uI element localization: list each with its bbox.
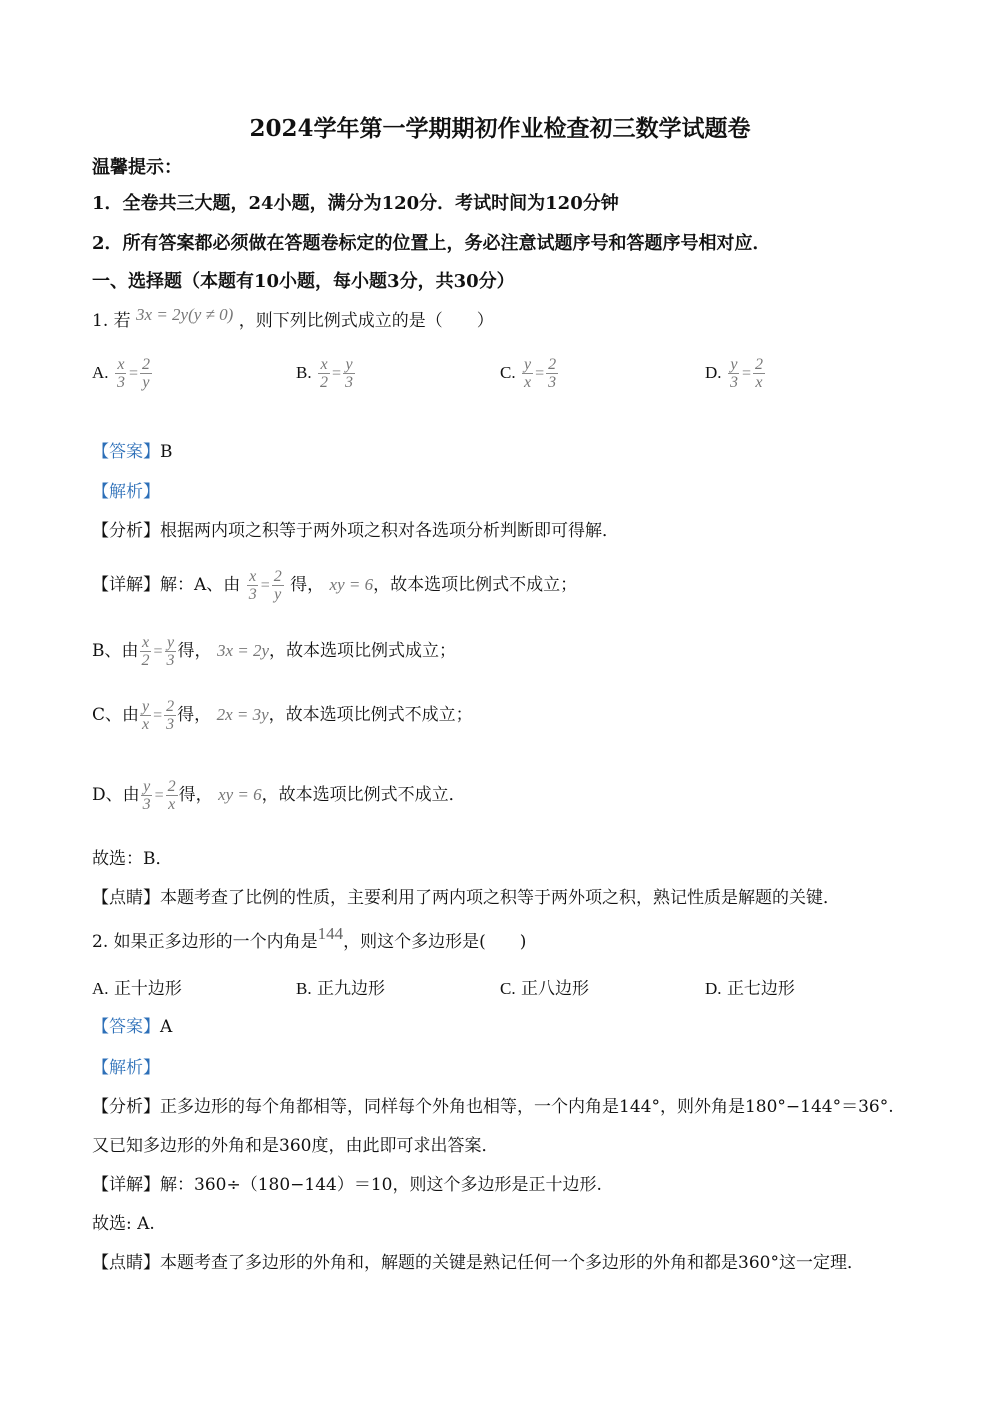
q2-angle: 144 (317, 924, 344, 943)
q2-dianjing: 【点睛】本题考查了多边形的外角和，解题的关键是熟记任何一个多边形的外角和都是360°这一定理． (92, 1253, 864, 1273)
q2-fenxi-line-1: 【分析】正多边形的每个角都相等，同样每个外角也相等，一个内角是144°，则外角是180°−144°＝36°. (92, 1097, 894, 1117)
q1-option-a: A. $\frac{x}{3}$ = $\frac{2}{y}$ (92, 356, 150, 391)
q2-fenxi-line-2: 又已知多边形的外角和是360度，由此即可求出答案． (92, 1136, 499, 1156)
question-1-stem (92, 305, 494, 332)
q1-detail-b: B、由 $\frac{x}{2}$ = $\frac{y}{3}$ 得， 3x = 2y，故本选项比例式成立； (92, 634, 456, 669)
q2-detail: 【详解】解：360÷（180−144）＝10，则这个多边形是正十边形. (92, 1175, 602, 1195)
q1-option-b: B. $\frac{x}{2}$ = $\frac{y}{3}$ (296, 356, 354, 391)
section-heading-choice: 一、选择题（本题有10小题，每小题3分，共30分） (92, 271, 515, 292)
q1-detail-c: C、由 $\frac{y}{x}$ = $\frac{2}{3}$ 得， 2x = 3y，故本选项比例式不成立； (92, 698, 473, 733)
tip-item-1: 1．全卷共三大题，24小题，满分为120分．考试时间为120分钟 (92, 193, 619, 214)
q1-option-d: D. $\frac{y}{3}$ = $\frac{2}{x}$ (705, 356, 763, 391)
q1-dianjing: 【点睛】本题考查了比例的性质，主要利用了两内项之积等于两外项之积，熟记性质是解题的关键． (92, 888, 840, 908)
q1-prefix: 1. 若 (92, 311, 131, 331)
q1-detail-d: D、由 $\frac{y}{3}$ = $\frac{2}{x}$ 得， xy = 6，故本选项比例式不成立． (92, 778, 466, 813)
q2-choose: 故选: A. (92, 1214, 155, 1234)
tips-heading: 温馨提示： (92, 157, 182, 178)
q1-suffix: ，则下列比例式成立的是（ ） (238, 311, 494, 331)
q2-answer: 【答案】A (92, 1017, 173, 1037)
q2-option-d: D. 正七边形 (705, 979, 795, 999)
page-title: 2024学年第一学期期初作业检查初三数学试题卷 (249, 115, 751, 142)
q1-analysis-tag: 【解析】 (92, 482, 160, 502)
question-2-stem: 2. 如果正多边形的一个内角是144，则这个多边形是( ) (92, 924, 527, 952)
q1-detail-a: 【详解】解：A、由 $\frac{x}{3}$ = $\frac{2}{y}$ 得， xy = 6，故本选项比例式不成立； (92, 568, 578, 603)
q1-choose: 故选：B． (92, 849, 173, 869)
q2-option-c: C. 正八边形 (500, 979, 589, 999)
q1-condition: 3x = 2y(y ≠ 0) (136, 305, 234, 324)
q2-option-b: B. 正九边形 (296, 979, 385, 999)
q2-option-a: A. 正十边形 (92, 979, 182, 999)
tip-item-2: 2．所有答案都必须做在答题卷标定的位置上，务必注意试题序号和答题序号相对应． (92, 233, 771, 254)
q1-option-c: C. $\frac{y}{x}$ = $\frac{2}{3}$ (500, 356, 557, 391)
q2-analysis-tag: 【解析】 (92, 1058, 160, 1078)
q1-fenxi: 【分析】根据两内项之积等于两外项之积对各选项分析判断即可得解． (92, 521, 619, 541)
q1-answer: 【答案】B (92, 442, 173, 462)
